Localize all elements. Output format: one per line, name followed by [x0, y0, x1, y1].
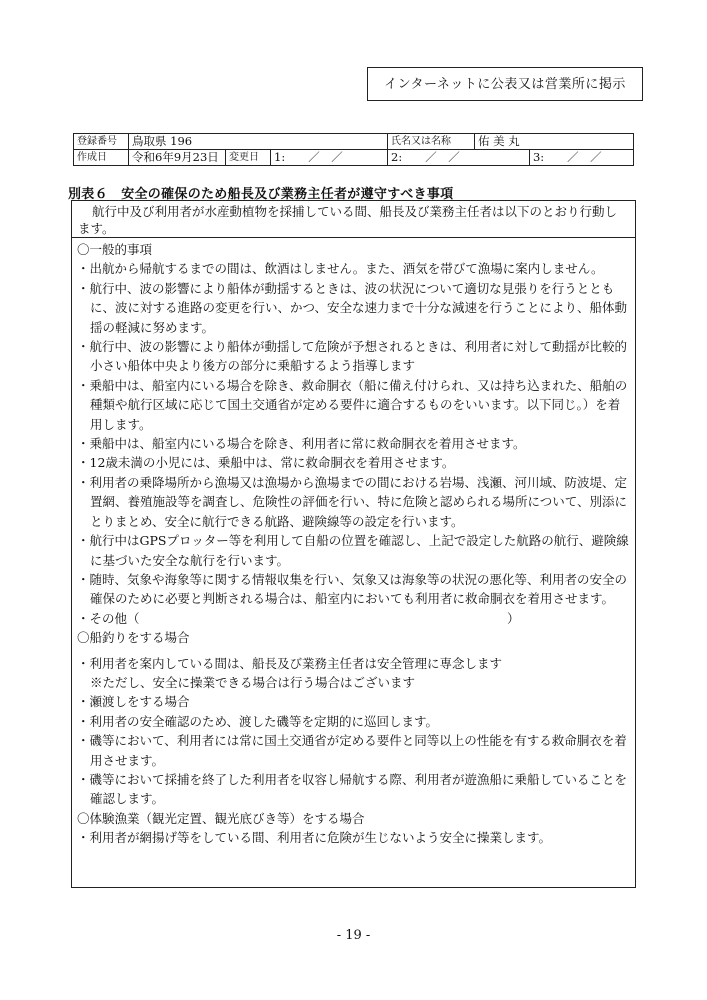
- general-item: ・航行中、波の影響により船体が動揺するときは、波の状況について適切な見張りを行うとともに、波に対する進路の変更を行い、かつ、安全な速力まで十分な減速を行うことにより、船体動揺の軽減に努めます。: [77, 280, 628, 335]
- general-section-title: 〇一般的事項: [77, 242, 153, 257]
- rules-content: [72, 240, 635, 848]
- reg-number-value: 鳥取県 196: [129, 134, 388, 150]
- general-item: ・随時、気象や海象等に関する情報収集を行い、気象又は海象等の状況の悪化等、利用者の安全の確保のために必要と判断される場合は、船室内においても利用者に救命胴衣を着用させます。: [77, 571, 628, 607]
- general-item: ・乗船中は、船室内にいる場合を除き、救命胴衣（船に備え付けられ、又は持ち込まれた、船舶の種類や航行区域に応じて国土交通省が定める要件に適合するものをいいます。以下同じ。）を着用します。: [77, 377, 628, 432]
- change-date-1: 1: ／ ／: [271, 150, 388, 166]
- fishing-note: ※ただし、安全に操業できる場合は行う場合はございます: [90, 674, 416, 690]
- rules-box: [71, 200, 636, 888]
- general-item: ・利用者の乗降場所から漁場又は漁場から漁場までの間における岩場、浅瀬、河川域、防波堤、定置網、養殖施設等を調査し、危険性の評価を行い、特に危険と認められる場所について、別添にとりまとめ、安全に航行できる航路、避険線等の設定を行います。: [77, 474, 628, 529]
- fishing-item: ・利用者を案内している間は、船長及び業務主任者は安全管理に専念します: [77, 655, 503, 671]
- created-date-value: 令和6年9月23日: [129, 150, 226, 166]
- intro-text: 航行中及び利用者が水産動植物を採捕している間、船長及び業務主任者は以下のとおり行動します。: [72, 201, 635, 238]
- general-item: ・航行中はGPSプロッター等を利用して自船の位置を確認し、上記で設定した航路の航行、避険線に基づいた安全な航行を行います。: [77, 533, 629, 568]
- transfer-item: ・磯等において採捕を終了した利用者を収容し帰航する際、利用者が遊漁船に乗船していることを確認します。: [77, 771, 628, 807]
- public-notice-box: インターネットに公表又は営業所に掲示: [367, 67, 643, 101]
- page-number: - 19 -: [336, 928, 371, 943]
- general-item: ・12歳未満の小児には、乗船中は、常に救命胴衣を着用させます。: [77, 455, 455, 471]
- name-label: 氏名又は名称: [388, 134, 475, 150]
- general-item: ・乗船中は、船室内にいる場合を除き、利用者に常に救命胴衣を着用させます。: [77, 436, 526, 452]
- transfer-item: ・磯等において、利用者には常に国土交通省が定める要件と同等以上の性能を有する救命胴衣を着用させます。: [77, 733, 627, 768]
- registration-row: [74, 134, 634, 150]
- general-item: ・出航から帰航するまでの間は、飲酒はしません。また、酒気を帯びて漁場に案内しません。: [77, 261, 604, 277]
- other-close: ）: [507, 610, 520, 626]
- section-heading: 別表６ 安全の確保のため船長及び業務主任者が遵守すべき事項: [68, 187, 454, 202]
- created-date-label: 作成日: [74, 150, 129, 166]
- general-item: ・航行中、波の影響により船体が動揺して危険が予想されるときは、利用者に対して動揺が比較的小さい船体中央より後方の部分に乗船するよう指導します: [77, 339, 628, 374]
- transfer-item: ・瀬渡しをする場合: [77, 694, 190, 710]
- change-date-3: 3: ／ ／: [529, 150, 633, 166]
- experience-section-title: 〇体験漁業（観光定置、観光底びき等）をする場合: [77, 810, 365, 826]
- change-date-2: 2: ／ ／: [388, 150, 530, 166]
- reg-number-label: 登録番号: [74, 134, 129, 150]
- changed-date-label: 変更日: [226, 150, 271, 166]
- transfer-item: ・利用者の安全確認のため、渡した磯等を定期的に巡回します。: [77, 713, 439, 729]
- other-open: ・その他（: [77, 610, 140, 626]
- fishing-section-title: 〇船釣りをする場合: [77, 630, 190, 646]
- registration-info-table: [73, 133, 634, 166]
- other-item: [77, 609, 629, 628]
- name-value: 佑 美 丸: [475, 134, 634, 150]
- experience-item: ・利用者が網揚げ等をしている間、利用者に危険が生じないよう安全に操業します。: [77, 830, 552, 846]
- dates-row: [74, 150, 634, 166]
